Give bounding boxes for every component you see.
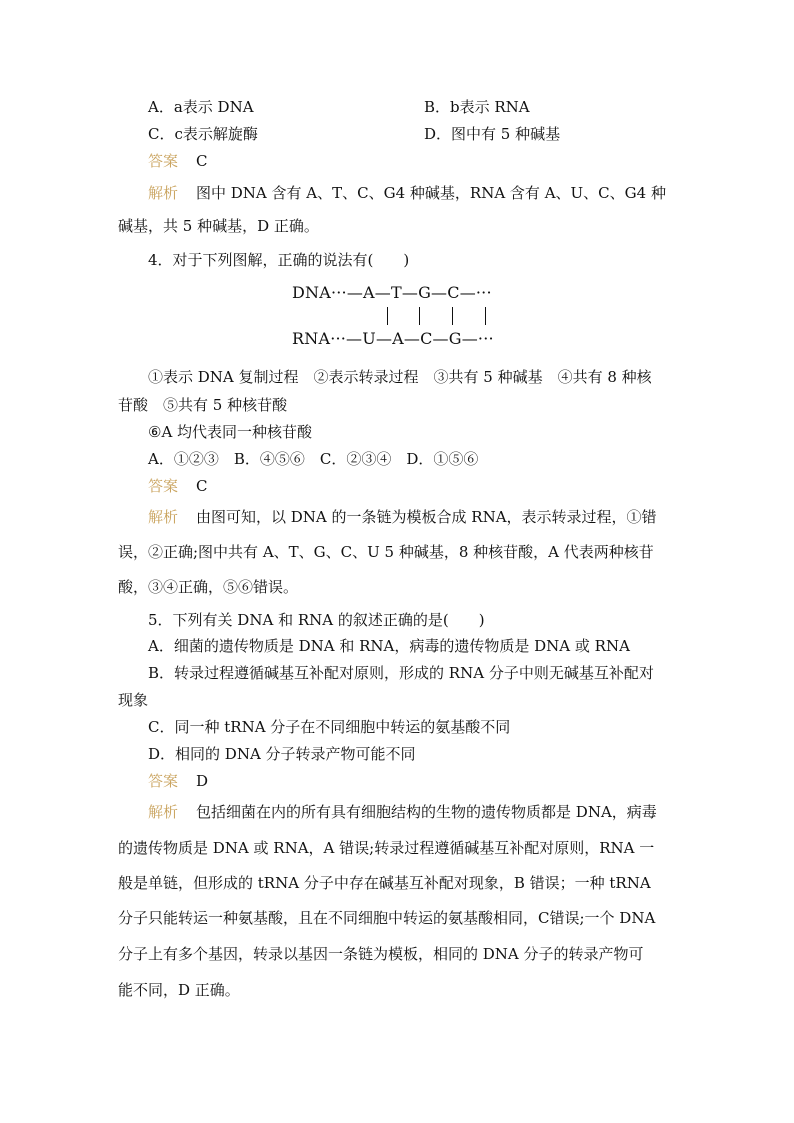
answer-label: 答案 — [148, 152, 179, 170]
analysis-text: 包括细菌在内的所有具有细胞结构的生物的遗传物质都是 DNA，病毒 — [196, 803, 657, 821]
q5-analysis-line-4: 分子只能转运一种氨基酸，且在不同细胞中转运的氨基酸相同，C错误;一个 DNA — [118, 909, 656, 927]
q3-analysis-line-1 — [148, 183, 666, 203]
analysis-text: 图中 DNA 含有 A、T、C、G4 种碱基，RNA 含有 A、U、C、G4 种 — [196, 184, 666, 202]
q5-option-b-line-2: 现象 — [118, 691, 149, 709]
q4-statements-line-3: ⑥A 均代表同一种核苷酸 — [148, 423, 313, 441]
q3-option-a: A．a表示 DNA — [148, 98, 254, 116]
q5-option-a: A．细菌的遗传物质是 DNA 和 RNA，病毒的遗传物质是 DNA 或 RNA — [148, 637, 630, 655]
dna-rna-pairing-diagram — [292, 283, 552, 353]
q5-analysis-line-3: 般是单链，但形成的 tRNA 分子中存在碱基互补配对现象，B 错误；一种 tRNA — [118, 874, 651, 892]
q5-question: 5．下列有关 DNA 和 RNA 的叙述正确的是( ) — [148, 611, 485, 629]
q5-answer — [148, 771, 208, 791]
q3-option-b: B．b表示 RNA — [424, 98, 530, 116]
pairing-bar — [419, 307, 420, 325]
q4-analysis-line-1 — [148, 507, 657, 527]
q4-options: A．①②③ B．④⑤⑥ C．②③④ D．①⑤⑥ — [148, 450, 479, 468]
pairing-bar — [485, 307, 486, 325]
q4-statements-line-1: ①表示 DNA 复制过程 ②表示转录过程 ③共有 5 种碱基 ④共有 8 种核 — [148, 368, 652, 386]
q5-option-d: D．相同的 DNA 分子转录产物可能不同 — [148, 745, 416, 763]
analysis-label: 解析 — [148, 508, 179, 526]
analysis-label: 解析 — [148, 184, 179, 202]
q4-analysis-line-2: 误，②正确;图中共有 A、T、G、C、U 5 种碱基，8 种核苷酸，A 代表两种核苷 — [118, 543, 654, 561]
analysis-text: 由图可知，以 DNA 的一条链为模板合成 RNA，表示转录过程，①错 — [196, 508, 657, 526]
diagram-dna-row: DNA···—A—T—G—C—··· — [292, 283, 492, 302]
q4-analysis-line-3: 酸，③④正确，⑤⑥错误。 — [118, 578, 299, 596]
q5-option-c: C．同一种 tRNA 分子在不同细胞中转运的氨基酸不同 — [148, 718, 511, 736]
q4-question: 4．对于下列图解，正确的说法有( ) — [148, 251, 410, 269]
q5-analysis-line-6: 能不同，D 正确。 — [118, 981, 240, 999]
pairing-bar — [387, 307, 388, 325]
answer-label: 答案 — [148, 477, 179, 495]
answer-value: C — [196, 152, 208, 170]
diagram-rna-row: RNA···—U—A—C—G—··· — [292, 329, 494, 348]
answer-value: C — [196, 477, 208, 495]
answer-label: 答案 — [148, 772, 179, 790]
q5-analysis-line-5: 分子上有多个基因，转录以基因一条链为模板，相同的 DNA 分子的转录产物可 — [118, 945, 644, 963]
pairing-bar — [452, 307, 453, 325]
q5-option-b-line-1: B．转录过程遵循碱基互补配对原则，形成的 RNA 分子中则无碱基互补配对 — [148, 664, 654, 682]
q3-option-d: D．图中有 5 种碱基 — [424, 125, 561, 143]
q3-analysis-line-2: 碱基，共 5 种碱基，D 正确。 — [118, 217, 319, 235]
q4-statements-line-2: 苷酸 ⑤共有 5 种核苷酸 — [118, 396, 288, 414]
q3-option-c: C．c表示解旋酶 — [148, 125, 258, 143]
answer-value: D — [196, 772, 209, 790]
q5-analysis-line-1 — [148, 802, 657, 822]
q5-analysis-line-2: 的遗传物质是 DNA 或 RNA，A 错误;转录过程遵循碱基互补配对原则，RNA 一 — [118, 839, 655, 857]
analysis-label: 解析 — [148, 803, 179, 821]
q4-answer — [148, 476, 208, 496]
q3-answer — [148, 151, 208, 171]
